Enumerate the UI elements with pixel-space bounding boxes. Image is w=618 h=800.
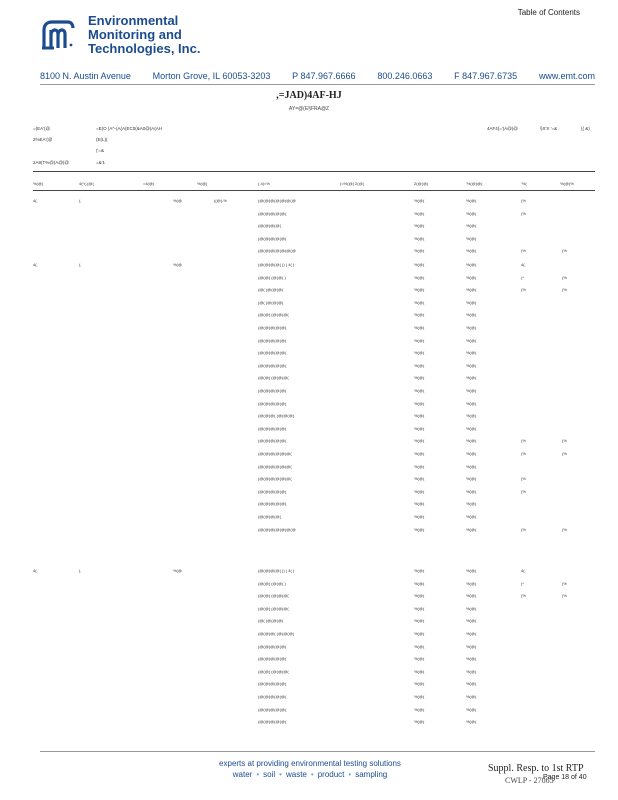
limit-cell: %(@( — [466, 618, 477, 624]
limit-cell: %(@( — [466, 668, 477, 674]
column-header: '%( — [521, 181, 527, 186]
result-cell: %(@( — [414, 488, 425, 494]
table-header-top-rule — [33, 171, 595, 172]
limit-cell: %(@( — [466, 643, 477, 649]
result-cell: %(@( — [414, 198, 425, 203]
lab-id-cell: (, — [79, 198, 82, 203]
limit-cell: %(@( — [466, 438, 477, 444]
limit-cell: %(@( — [466, 210, 477, 216]
analyte-cell: (@(@(@(@(@( — [258, 656, 287, 662]
limit-cell: %(@( — [466, 362, 477, 368]
result-cell: %(@( — [414, 501, 425, 507]
analyte-cell: (@(@(@(@(@(@( — [258, 463, 292, 469]
column-header: (=%(@( 2(@( — [340, 181, 365, 186]
unit-cell: (% — [521, 438, 526, 444]
analyte-cell: (@( (@(@(@( — [258, 287, 284, 293]
tollfree-number: 800.246.0663 — [377, 71, 433, 81]
result-cell: %(@( — [414, 580, 425, 586]
analyte-cell: (@( (@(@(@( — [258, 618, 284, 624]
limit-cell: %(@( — [466, 413, 477, 419]
table-of-contents-link[interactable]: Table of Contents — [517, 8, 580, 17]
analyte-cell: (@(@(@(@(@( — [258, 488, 287, 494]
city-address: Morton Grove, IL 60053-3203 — [152, 71, 271, 81]
result-cell: %(@( — [414, 274, 425, 280]
qualifier-cell: (% — [562, 593, 567, 599]
sample-id-cell: 4(, — [33, 262, 38, 267]
unit-cell: (% — [521, 210, 526, 216]
limit-cell: %(@( — [466, 337, 477, 343]
result-cell: %(@( — [414, 223, 425, 229]
bullet-icon: • — [279, 770, 282, 779]
column-header: '%(@(@( — [466, 181, 483, 186]
result-cell: %(@( — [414, 514, 425, 519]
meta-value: ('=& — [96, 148, 104, 153]
bates-number: CWLP - 27065 — [505, 776, 554, 785]
matrix-cell: %(@ — [173, 568, 182, 573]
analyte-cell: (@(@(@(@( )) ( 4( ) — [258, 262, 295, 267]
bullet-icon: • — [348, 770, 352, 779]
unit-cell: (% — [521, 287, 526, 293]
analyte-cell: (@(@(@(@(@( — [258, 400, 287, 406]
analyte-cell: (@(@(@(@(@( — [258, 643, 287, 649]
analyte-cell: (@(@( (@(@( ) — [258, 274, 286, 280]
result-cell: %(@( — [414, 299, 425, 305]
result-cell: %(@( — [414, 463, 425, 469]
meta-right: §X'X '=& — [540, 126, 558, 131]
result-cell: %(@( — [414, 451, 425, 456]
limit-cell: %(@( — [466, 248, 477, 254]
analyte-cell: (@(@( (@(@(@( — [258, 668, 289, 674]
meta-right: (( &) — [581, 126, 590, 131]
analyte-cell: (@(@(@(@(@( — [258, 425, 287, 431]
matrix-cell: %(@ — [173, 262, 182, 267]
service-item: soil — [263, 770, 276, 779]
analyte-cell: (@(@(@(@(@( — [258, 681, 287, 687]
limit-cell: %(@( — [466, 694, 477, 699]
limit-cell: %(@( — [466, 514, 477, 519]
analyte-cell: (@(@(@(@(@(@(@ — [258, 198, 296, 203]
analyte-cell: (@(@(@(@(@(@( — [258, 476, 292, 482]
result-cell: %(@( — [414, 631, 425, 636]
limit-cell: %(@( — [466, 568, 477, 573]
limit-cell: %(@( — [466, 262, 477, 267]
result-cell: %(@( — [414, 526, 425, 532]
analyte-cell: (@(@(@(@( — [258, 223, 281, 229]
limit-cell: %(@( — [466, 488, 477, 494]
result-cell: %(@( — [414, 325, 425, 330]
fax-number: F 847.967.6735 — [454, 71, 518, 81]
limit-cell: %(@( — [466, 388, 477, 393]
qualifier-cell: (% — [562, 526, 567, 532]
column-header: %(@( — [33, 181, 44, 186]
limit-cell: %(@( — [466, 656, 477, 662]
unit-cell: (% — [521, 476, 526, 482]
analyte-cell: (@(@(@(@(@( — [258, 362, 287, 368]
result-cell: %(@( — [414, 681, 425, 687]
result-cell: %(@( — [414, 413, 425, 419]
limit-cell: %(@( — [466, 287, 477, 293]
result-cell: %(@( — [414, 568, 425, 573]
limit-cell: %(@( — [466, 580, 477, 586]
analyte-cell: (@(@(@(@(@( — [258, 337, 287, 343]
result-cell: %(@( — [414, 400, 425, 406]
footer-divider — [40, 751, 595, 752]
service-item: sampling — [355, 770, 388, 779]
analyte-cell: (@(@( (@(@( ) — [258, 580, 286, 586]
limit-cell: %(@( — [466, 223, 477, 229]
analyte-cell: (@(@(@(@(@(@( — [258, 451, 292, 456]
result-cell: %(@( — [414, 668, 425, 674]
company-line: Environmental — [88, 13, 179, 28]
meta-right: 4AF4(='(A@(@ — [487, 126, 518, 131]
limit-cell: %(@( — [466, 706, 477, 712]
result-cell: %(@( — [414, 425, 425, 431]
phone-number: P 847.967.6666 — [292, 71, 356, 81]
analyte-cell: (@(@(@(@( )) ( 4( ) — [258, 568, 295, 573]
column-header: 2(@(@( — [414, 181, 429, 186]
company-name — [88, 14, 200, 56]
column-header: %(@(% — [560, 181, 574, 186]
footer-tagline: experts at providing environmental testing solutions — [219, 759, 401, 768]
sample-id-cell: 4(, — [33, 568, 38, 573]
address-bar — [40, 71, 595, 81]
unit-cell: 4(, — [521, 568, 526, 573]
analyte-cell: (@(@(@(@(@( — [258, 694, 287, 699]
company-line: Monitoring and — [88, 27, 182, 42]
result-cell: %(@( — [414, 262, 425, 267]
result-cell: %(@( — [414, 388, 425, 393]
limit-cell: %(@( — [466, 463, 477, 469]
footer-services — [160, 770, 460, 779]
limit-cell: %(@( — [466, 719, 477, 725]
column-header: %(@( — [197, 181, 208, 186]
limit-cell: %(@( — [466, 274, 477, 280]
unit-cell: (^ — [521, 580, 525, 586]
unit-cell: (% — [521, 526, 526, 532]
qualifier-cell: (% — [562, 580, 567, 586]
company-line: Technologies, Inc. — [88, 41, 201, 56]
result-cell: %(@( — [414, 312, 425, 318]
analyte-cell: (@(@(@(@(@( — [258, 501, 287, 507]
meta-label: =(EA'(@ — [33, 126, 51, 131]
unit-cell: (% — [521, 198, 526, 203]
analyte-cell: (@(@(@(@(@( — [258, 210, 287, 216]
qualifier-cell: (% — [562, 274, 567, 280]
result-cell: %(@( — [414, 618, 425, 624]
analyte-cell: (@(@(@(@(@( — [258, 350, 287, 356]
column-header: ( 4(=% — [258, 181, 270, 186]
result-cell: %(@( — [414, 719, 425, 725]
result-cell: %(@( — [414, 248, 425, 254]
result-cell: %(@( — [414, 706, 425, 712]
analyte-cell: (@(@(@(@(@(@(@ — [258, 248, 296, 254]
unit-cell: (% — [521, 593, 526, 599]
result-cell: %(@( — [414, 210, 425, 216]
analyte-cell: (@(@(@(@(@(@(@ — [258, 526, 296, 532]
analyte-cell: (@(@(@(@(@( — [258, 235, 287, 241]
result-cell: %(@( — [414, 694, 425, 699]
service-item: product — [317, 770, 345, 779]
qualifier-cell: (% — [562, 451, 567, 456]
meta-label: 2A9(T%@(A@(@ — [33, 160, 69, 165]
limit-cell: %(@( — [466, 593, 477, 599]
report-subtitle: AY=@(E§FRA@Z — [288, 106, 330, 112]
street-address: 8100 N. Austin Avenue — [40, 71, 131, 81]
report-title: ,=JAD)4AF-HJ — [276, 90, 342, 101]
emt-logo-icon — [40, 18, 76, 52]
result-cell: %(@( — [414, 656, 425, 662]
result-cell: %(@( — [414, 337, 425, 343]
service-item: water — [232, 770, 253, 779]
unit-cell: (% — [521, 451, 526, 456]
result-cell: %(@( — [414, 476, 425, 482]
limit-cell: %(@( — [466, 350, 477, 356]
bullet-icon: • — [310, 770, 314, 779]
qualifier-cell: (% — [562, 438, 567, 444]
unit-cell: (% — [521, 488, 526, 494]
analyte-cell: (@(@(@(@(@( — [258, 438, 287, 444]
limit-cell: %(@( — [466, 631, 477, 636]
analyte-cell: (@(@(@(@(@( — [258, 388, 287, 393]
website-link[interactable]: www.emt.com — [538, 71, 595, 81]
limit-cell: %(@( — [466, 312, 477, 318]
lab-id-cell: (, — [79, 568, 82, 573]
limit-cell: %(@( — [466, 198, 477, 203]
result-cell: %(@( — [414, 362, 425, 368]
qualifier-cell: (% — [562, 248, 567, 254]
result-cell: %(@( — [414, 605, 425, 611]
limit-cell: %(@( — [466, 425, 477, 431]
limit-cell: %(@( — [466, 235, 477, 241]
analyte-cell: (@(@( (@(@(@( — [258, 593, 289, 599]
table-header-bottom-rule — [33, 190, 595, 191]
limit-cell: %(@( — [466, 325, 477, 330]
analyte-cell: (@( (@(@(@( — [258, 299, 284, 305]
analyte-cell: (@(@(@(@( — [258, 514, 281, 519]
analyte-cell: (@(@( (@(@(@( — [258, 605, 289, 611]
analyte-cell: (@(@( (@(@(@( — [258, 375, 289, 381]
result-cell: %(@( — [414, 350, 425, 356]
analyte-cell: (@(@(@(@(@( — [258, 706, 287, 712]
lab-id-cell: (, — [79, 262, 82, 267]
date-cell: ((@(-% — [214, 198, 227, 203]
sample-id-cell: 4(, — [33, 198, 38, 203]
limit-cell: %(@( — [466, 451, 477, 456]
result-cell: %(@( — [414, 235, 425, 241]
bullet-icon: • — [256, 770, 260, 779]
meta-value: =E(O (A^-(A(A(EC0(&A0@(A(AH — [96, 126, 163, 131]
header-divider — [40, 84, 595, 85]
unit-cell: (^ — [521, 274, 525, 280]
result-cell: %(@( — [414, 593, 425, 599]
meta-value: (E(L)( — [96, 137, 108, 142]
limit-cell: %(@( — [466, 605, 477, 611]
meta-label: 2%EA'(@ — [33, 137, 53, 142]
limit-cell: %(@( — [466, 299, 477, 305]
matrix-cell: %(@ — [173, 198, 182, 203]
analyte-cell: (@(@(@( (@(@(@( — [258, 631, 295, 636]
limit-cell: %(@( — [466, 681, 477, 687]
result-cell: %(@( — [414, 287, 425, 293]
result-cell: %(@( — [414, 438, 425, 444]
unit-cell: 4(, — [521, 262, 526, 267]
page-number: Page 18 of 40 — [543, 774, 587, 781]
service-item: waste — [285, 770, 307, 779]
limit-cell: %(@( — [466, 476, 477, 482]
limit-cell: %(@( — [466, 501, 477, 507]
limit-cell: %(@( — [466, 400, 477, 406]
supplemental-response-stamp: Suppl. Resp. to 1st RTP — [488, 763, 584, 774]
column-header: 4(^(-(@( — [79, 181, 94, 186]
meta-value: =&'1 — [96, 160, 105, 165]
result-cell: %(@( — [414, 643, 425, 649]
limit-cell: %(@( — [466, 526, 477, 532]
analyte-cell: (@(@(@( (@(@(@( — [258, 413, 295, 419]
analyte-cell: (@(@(@(@(@( — [258, 719, 287, 725]
limit-cell: %(@( — [466, 375, 477, 381]
result-cell: %(@( — [414, 375, 425, 381]
analyte-cell: (@(@( (@(@(@( — [258, 312, 289, 318]
qualifier-cell: (% — [562, 287, 567, 293]
column-header: =4(@( — [143, 181, 155, 186]
analyte-cell: (@(@(@(@(@( — [258, 325, 287, 330]
unit-cell: (% — [521, 248, 526, 254]
